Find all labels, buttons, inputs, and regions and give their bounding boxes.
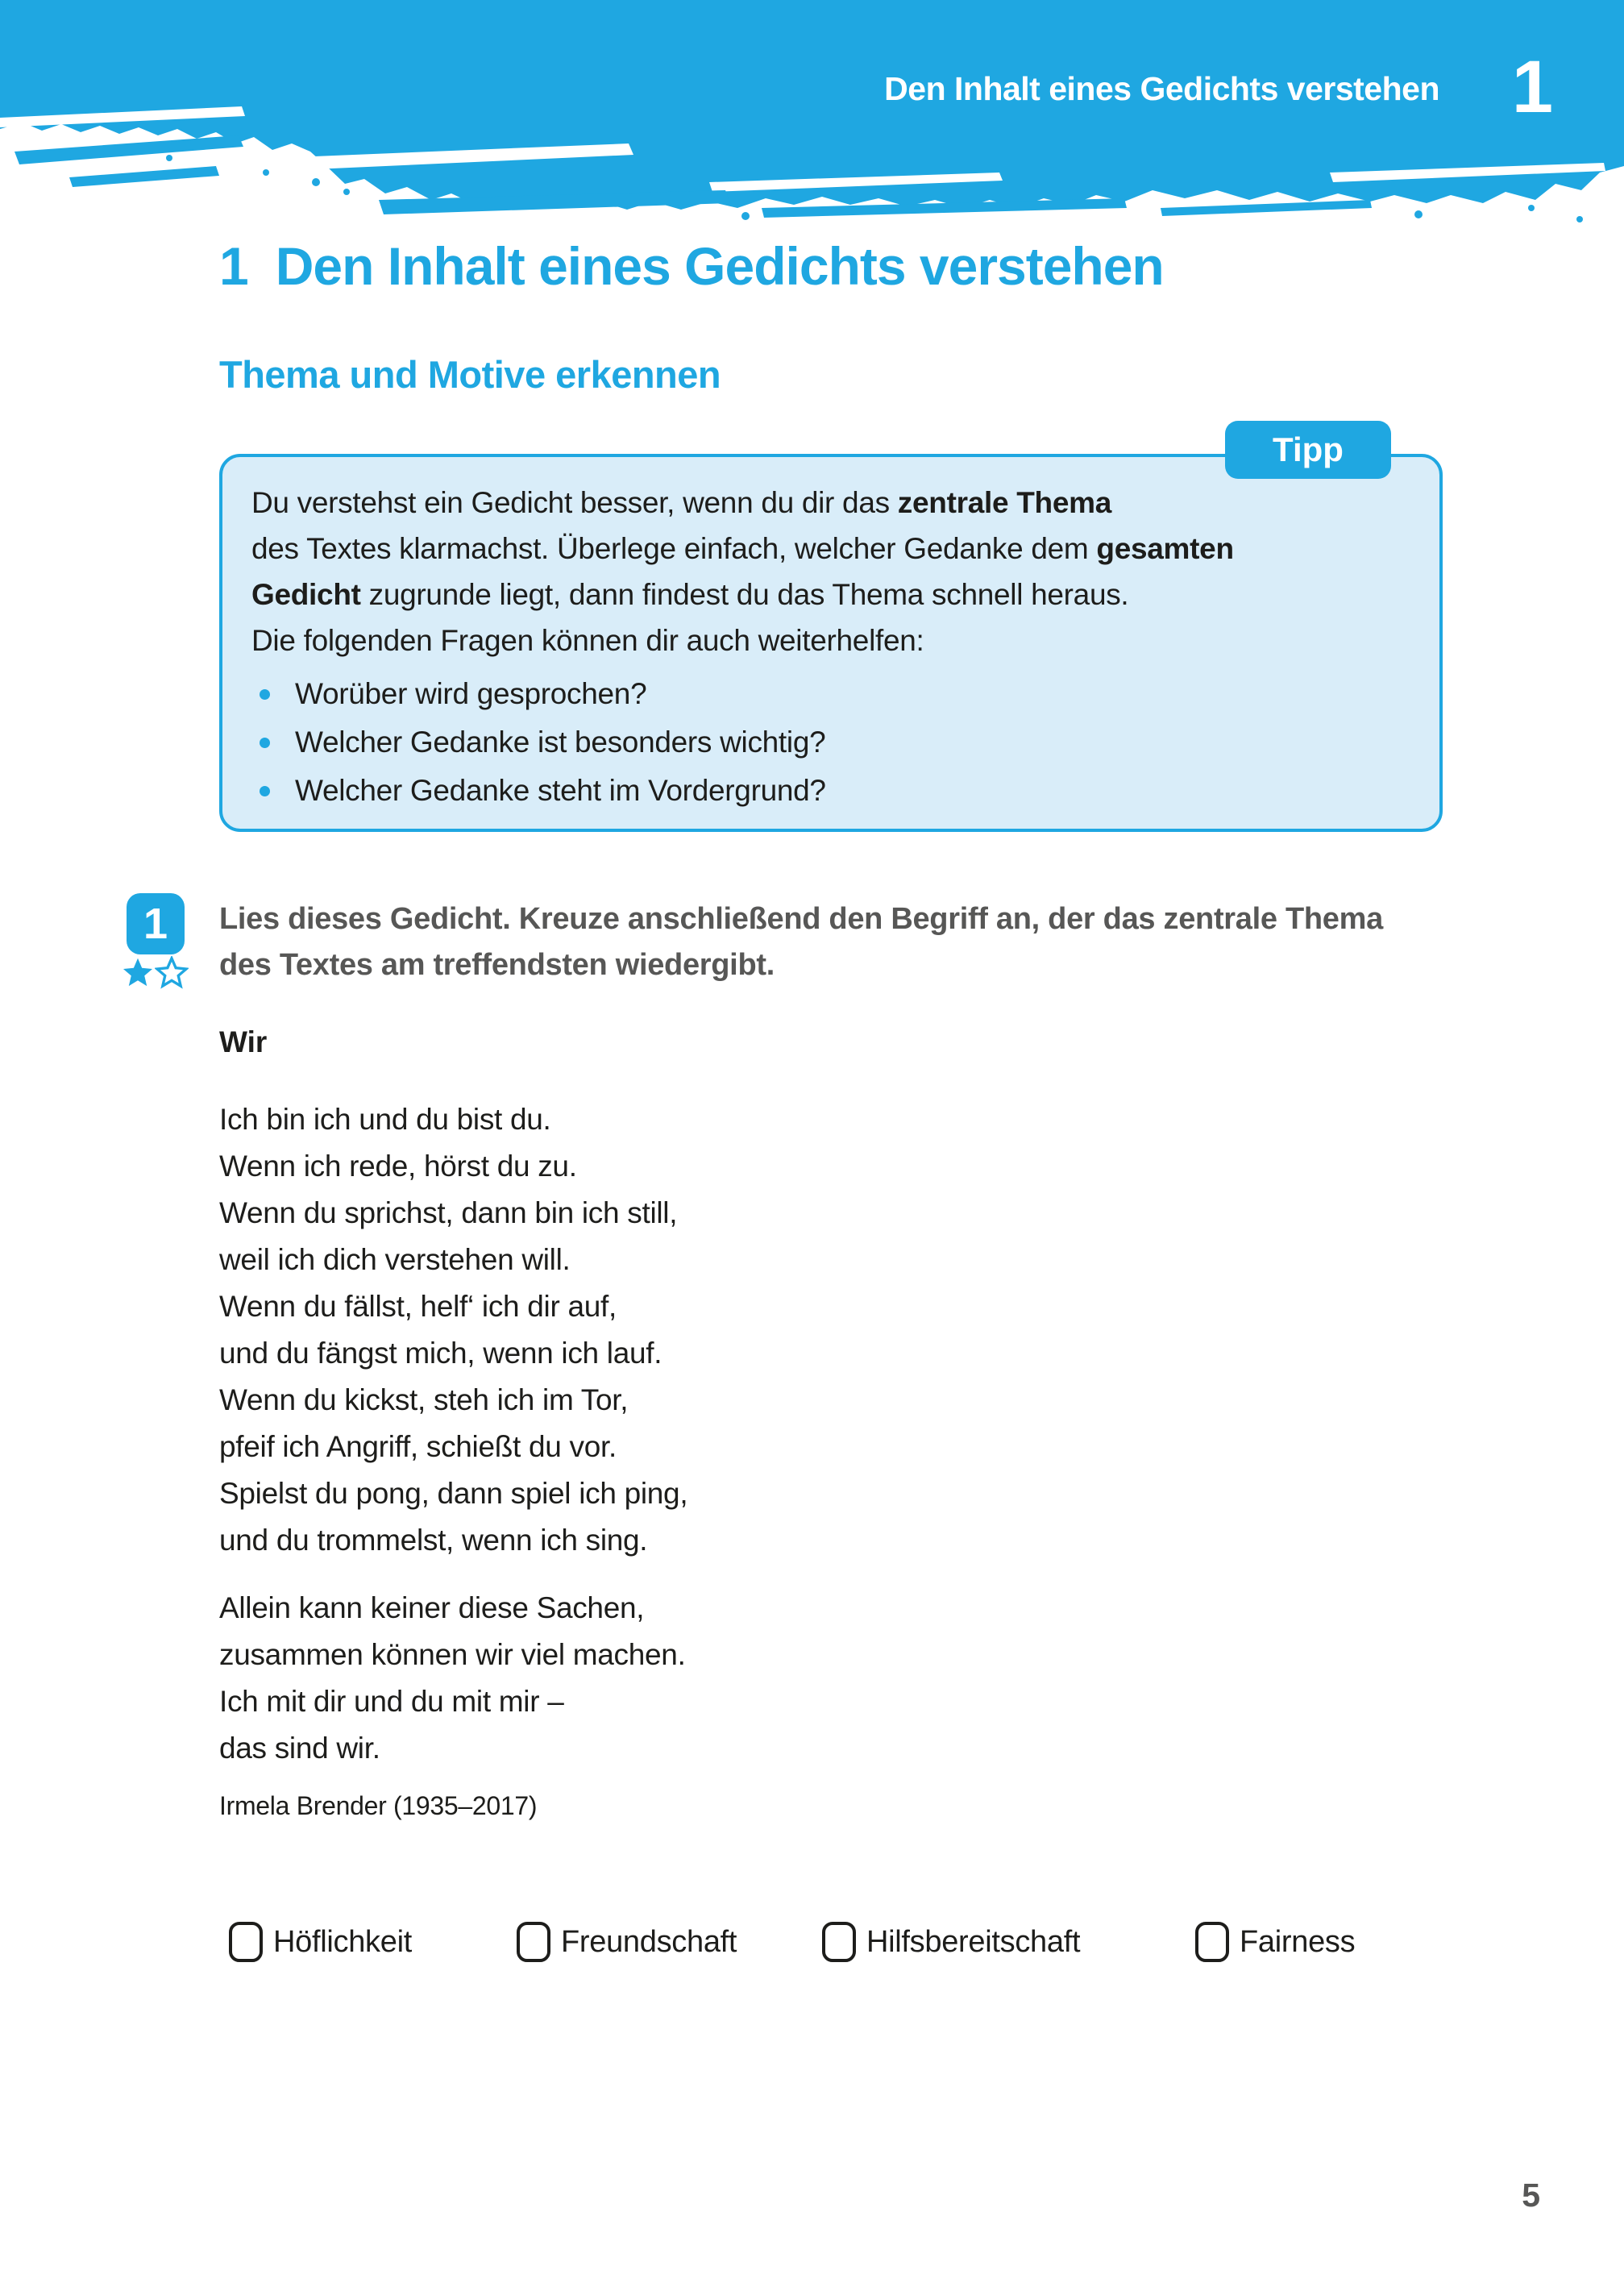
poem-line: und du trommelst, wenn ich sing.	[219, 1524, 648, 1557]
checkbox-freundschaft[interactable]	[517, 1922, 550, 1962]
answer-option	[229, 1922, 412, 1962]
bullet-icon	[260, 738, 270, 748]
section-number: 1	[219, 236, 248, 296]
poem-text	[219, 1096, 687, 1772]
instruction-line: des Textes am treffendsten wiedergibt.	[219, 948, 775, 982]
header-band	[0, 0, 1624, 242]
tip-bullets	[251, 670, 1407, 815]
chapter-number: 1	[1511, 46, 1553, 128]
option-label: Fairness	[1240, 1924, 1356, 1959]
poem-line: Wenn du sprichst, dann bin ich still,	[219, 1196, 678, 1229]
answer-option	[822, 1922, 1080, 1962]
answer-options-row	[0, 1922, 1624, 1978]
section-heading	[219, 235, 1164, 297]
poem-title: Wir	[219, 1025, 268, 1058]
checkbox-fairness[interactable]	[1195, 1922, 1229, 1962]
tip-line: des Textes klarmachst. Überlege einfach, welcher Gedanke dem gesamten	[251, 532, 1234, 565]
poem-line: pfeif ich Angriff, schießt du vor.	[219, 1430, 617, 1463]
poem-line: weil ich dich verstehen will.	[219, 1243, 571, 1276]
brush-stroke-graphic	[0, 0, 1624, 242]
exercise-number-badge: 1	[127, 893, 185, 954]
tip-bullet-item	[251, 767, 1407, 815]
poem-stanza	[219, 1096, 687, 1564]
poem-line: das sind wir.	[219, 1732, 380, 1765]
bullet-icon	[260, 786, 270, 796]
poem-line: zusammen können wir viel machen.	[219, 1638, 686, 1671]
exercise-instruction	[219, 896, 1383, 988]
poem-line: Wenn du fällst, helf‘ ich dir auf,	[219, 1290, 617, 1323]
poem-line: und du fängst mich, wenn ich lauf.	[219, 1337, 662, 1370]
tip-bullet-text: Worüber wird gesprochen?	[295, 677, 647, 710]
tip-bullet-text: Welcher Gedanke ist besonders wichtig?	[295, 726, 826, 759]
tip-line: Gedicht zugrunde liegt, dann findest du das Thema schnell heraus.	[251, 578, 1129, 611]
tip-box	[219, 430, 1443, 832]
poem-line: Wenn ich rede, hörst du zu.	[219, 1150, 577, 1183]
poem-stanza	[219, 1585, 687, 1772]
tip-tab: Tipp	[1225, 421, 1391, 479]
option-label: Hilfsbereitschaft	[866, 1924, 1081, 1959]
poem-line: Ich bin ich und du bist du.	[219, 1103, 551, 1136]
poem-line: Ich mit dir und du mit mir –	[219, 1685, 564, 1718]
answer-option	[1195, 1922, 1355, 1962]
tip-bullet-text: Welcher Gedanke steht im Vordergrund?	[295, 774, 826, 807]
tip-line: Die folgenden Fragen können dir auch weiterhelfen:	[251, 624, 924, 657]
chapter-title: Den Inhalt eines Gedichts verstehen	[884, 70, 1439, 107]
checkbox-höflichkeit[interactable]	[229, 1922, 263, 1962]
option-label: Freundschaft	[561, 1924, 737, 1959]
section-subtitle: Thema und Motive erkennen	[219, 353, 721, 396]
poem-line: Wenn du kickst, steh ich im Tor,	[219, 1383, 629, 1416]
poem-author: Irmela Brender (1935–2017)	[219, 1791, 538, 1820]
bullet-icon	[260, 689, 270, 700]
tip-bullet-item	[251, 718, 1407, 767]
star-outline-icon	[155, 956, 189, 990]
option-label: Höflichkeit	[273, 1924, 412, 1959]
checkbox-hilfsbereitschaft[interactable]	[822, 1922, 856, 1962]
star-filled-icon	[121, 956, 155, 990]
poem-line: Spielst du pong, dann spiel ich ping,	[219, 1477, 688, 1510]
section-title: Den Inhalt eines Gedichts verstehen	[275, 236, 1164, 296]
page-number: 5	[1522, 2177, 1540, 2214]
tip-line: Du verstehst ein Gedicht besser, wenn du dir das zentrale Thema	[251, 486, 1111, 519]
tip-text	[251, 480, 1407, 663]
instruction-line: Lies dieses Gedicht. Kreuze anschließend den Begriff an, der das zentrale Thema	[219, 902, 1383, 936]
poem-line: Allein kann keiner diese Sachen,	[219, 1591, 645, 1624]
tip-bullet-item	[251, 670, 1407, 718]
difficulty-stars	[121, 956, 189, 990]
answer-option	[517, 1922, 737, 1962]
